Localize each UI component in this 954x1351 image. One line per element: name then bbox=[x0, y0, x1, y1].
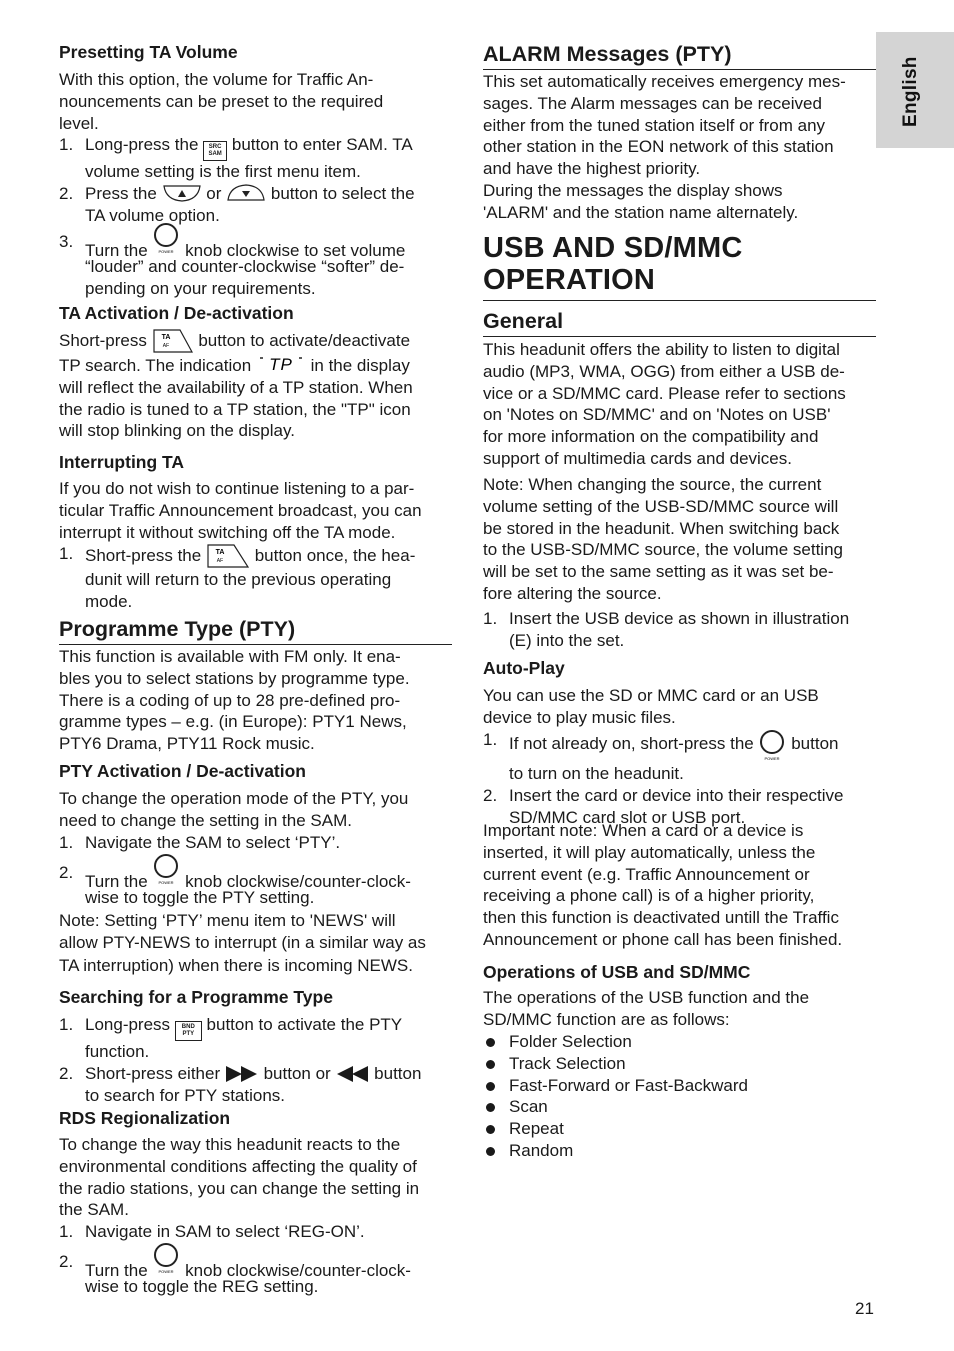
pty-note bbox=[59, 910, 452, 977]
pty-body bbox=[59, 646, 452, 755]
rds-steps bbox=[59, 1221, 452, 1243]
step-text: button to select the bbox=[270, 183, 415, 203]
body-text: in the display bbox=[310, 356, 410, 375]
pty-section bbox=[59, 616, 452, 645]
step-text: volume setting is the first menu item. bbox=[85, 162, 361, 181]
operations-body bbox=[483, 987, 876, 1031]
searching-pty-steps bbox=[59, 1014, 452, 1106]
bullet-icon bbox=[486, 1082, 495, 1091]
step-number: 1. bbox=[59, 135, 74, 154]
list-item bbox=[59, 543, 452, 613]
step-text: Navigate in SAM to select ‘REG-ON’. bbox=[85, 1222, 365, 1241]
autoplay-steps bbox=[483, 729, 876, 828]
ta-af-button-icon bbox=[152, 328, 194, 354]
list-item bbox=[483, 1096, 876, 1118]
list-item bbox=[483, 1140, 876, 1162]
general-note bbox=[483, 474, 876, 605]
volume-knob-icon bbox=[152, 853, 180, 887]
list-item bbox=[59, 853, 452, 909]
power-label: POWER bbox=[158, 880, 174, 885]
step-number: 1. bbox=[483, 730, 498, 749]
list-item bbox=[59, 1221, 452, 1243]
key-label: BND PTY bbox=[181, 1024, 195, 1037]
step-number: 2. bbox=[59, 1063, 74, 1083]
rds-section bbox=[59, 1107, 452, 1129]
list-item-text: Scan bbox=[509, 1097, 548, 1117]
autoplay-important bbox=[483, 820, 876, 951]
step-text: Insert the card or device into their respective SD/MMC card slot or USB port. bbox=[509, 785, 844, 827]
fast-forward-button-icon bbox=[225, 1065, 259, 1083]
svg-text:TA: TA bbox=[215, 549, 225, 556]
step-text: “louder” and counter-clockwise “softer” de- bbox=[85, 257, 405, 276]
step-text: Turn the bbox=[85, 241, 148, 260]
step-text: button bbox=[374, 1063, 422, 1083]
body-text: If you do not wish to continue listening to a par- ticular Traffic Announcement broadcast, you can interrupt it without switching off the TA mode. bbox=[59, 479, 422, 542]
pty-activation-steps bbox=[59, 832, 452, 854]
step-text: wise to toggle the REG setting. bbox=[85, 1277, 319, 1296]
step-text: to turn on the headunit. bbox=[509, 764, 684, 783]
autoplay-section bbox=[483, 657, 876, 679]
step-text: Insert the USB device as shown in illustration (E) into the set. bbox=[509, 609, 850, 650]
presetting-ta-section bbox=[59, 41, 452, 63]
section-heading: RDS Regionalization bbox=[59, 1108, 231, 1128]
power-label: POWER bbox=[764, 756, 781, 761]
alarm-body bbox=[483, 71, 876, 224]
step-text: Press the bbox=[85, 183, 157, 203]
tp-indicator-icon bbox=[256, 355, 306, 373]
body-text: This headunit offers the ability to listen to digital audio (MP3, WMA, OGG) from either a USB de- vice or a SD/MMC card. Please refer to sections on 'Notes on SD/MMC' and on 'Notes on USB' for more information on the compatibility and support of multimedia cards and devices. bbox=[483, 340, 846, 468]
section-heading: Programme Type (PTY) bbox=[59, 617, 296, 641]
down-arrow-button-icon bbox=[226, 183, 266, 203]
step-text: button or bbox=[263, 1063, 331, 1083]
body-text: Note: When changing the source, the current volume setting of the USB-SD/MMC source will be stored in the headunit. When switching back to the USB-SD/MMC source, the volume setting will be set to the same setting as it was set be- fore altering the source. bbox=[483, 475, 843, 603]
body-text: will reflect the availability of a TP station. When the radio is tuned to a TP station, the "TP" icon will stop blinking on the display. bbox=[59, 377, 413, 441]
list-item bbox=[483, 1031, 876, 1053]
step-text: pending on your requirements. bbox=[85, 278, 316, 298]
step-number: 2. bbox=[59, 183, 74, 203]
bullet-icon bbox=[486, 1125, 495, 1134]
step-text: button to activate the PTY bbox=[206, 1015, 403, 1034]
bullet-icon bbox=[486, 1060, 495, 1069]
body-text: Short-press bbox=[59, 331, 147, 350]
step-text: If not already on, short-press the bbox=[509, 734, 754, 753]
presetting-ta-intro: With this option, the volume for Traffic An- nouncements can be preset to the required level. bbox=[59, 70, 384, 133]
list-item bbox=[483, 1053, 876, 1075]
step-text: wise to toggle the PTY setting. bbox=[85, 888, 315, 907]
list-item bbox=[59, 222, 452, 300]
presetting-ta-intro-block bbox=[59, 69, 452, 134]
list-item bbox=[59, 1014, 452, 1063]
svg-text:TP: TP bbox=[269, 355, 293, 373]
interrupting-ta-body bbox=[59, 478, 452, 543]
up-arrow-button-icon bbox=[162, 183, 202, 203]
power-label: POWER bbox=[158, 1269, 174, 1274]
step-text: Short-press either bbox=[85, 1063, 221, 1083]
list-item bbox=[59, 134, 452, 183]
body-text: This function is available with FM only. It ena- bles you to select stations by programme type. There is a coding of up to 28 pre-defined pro- gramme types – e.g. (in Europe): PTY1 News, PTY6 Drama, PTY11 Rock music. bbox=[59, 647, 410, 754]
general-section bbox=[483, 308, 876, 337]
operations-list bbox=[483, 1031, 876, 1162]
pty-activation-section bbox=[59, 760, 452, 782]
svg-text:TA: TA bbox=[161, 334, 171, 341]
autoplay-body bbox=[483, 685, 876, 729]
list-item bbox=[483, 1075, 876, 1097]
step-text: to search for PTY stations. bbox=[85, 1085, 285, 1105]
section-heading: Operations of USB and SD/MMC bbox=[483, 962, 751, 982]
list-item-text: Fast-Forward or Fast-Backward bbox=[509, 1075, 748, 1095]
section-heading: Interrupting TA bbox=[59, 452, 185, 472]
interrupting-ta-section bbox=[59, 451, 452, 473]
language-tab-label: English bbox=[900, 56, 921, 127]
list-item bbox=[59, 1242, 452, 1298]
language-tab bbox=[876, 32, 954, 148]
step-text: Turn the bbox=[85, 872, 148, 891]
ta-activation-body bbox=[59, 328, 452, 442]
step-text: Long-press bbox=[85, 1015, 171, 1034]
section-heading: Presetting TA Volume bbox=[59, 42, 238, 62]
body-text: To change the way this headunit reacts to the environmental conditions affecting the quality of the radio stations, you can change the setting in the SAM. bbox=[59, 1135, 420, 1220]
list-item-text: Track Selection bbox=[509, 1053, 626, 1073]
chapter-title: USB AND SD/MMC OPERATION bbox=[483, 232, 743, 296]
step-number: 1. bbox=[483, 609, 498, 628]
pty-activation-step2 bbox=[59, 853, 452, 909]
bullet-icon bbox=[486, 1038, 495, 1047]
bullet-icon bbox=[486, 1103, 495, 1112]
rewind-button-icon bbox=[335, 1065, 369, 1083]
list-item bbox=[483, 608, 876, 652]
power-label: POWER bbox=[158, 249, 174, 254]
list-item bbox=[59, 1063, 452, 1107]
step-text: button bbox=[791, 734, 839, 753]
body-text: You can use the SD or MMC card or an USB device to play music files. bbox=[483, 686, 819, 727]
step-number: 2. bbox=[59, 1252, 74, 1271]
bullet-icon bbox=[486, 1147, 495, 1156]
section-heading: ALARM Messages (PTY) bbox=[483, 42, 732, 66]
step-text: mode. bbox=[85, 591, 133, 611]
list-item bbox=[483, 1118, 876, 1140]
src-sam-button-icon: SRC SAM bbox=[203, 141, 227, 161]
ta-af-button-icon bbox=[206, 543, 250, 569]
rds-body bbox=[59, 1134, 452, 1221]
presetting-ta-steps bbox=[59, 134, 452, 226]
interrupting-ta-steps bbox=[59, 543, 452, 613]
step-number: 2. bbox=[59, 863, 74, 882]
step-text: knob clockwise to set volume bbox=[185, 241, 406, 260]
presetting-ta-step3 bbox=[59, 222, 452, 300]
svg-text:AF: AF bbox=[162, 343, 169, 349]
step-text: or bbox=[206, 183, 222, 203]
step-text: Navigate the SAM to select ‘PTY’. bbox=[85, 833, 341, 852]
section-heading: PTY Activation / De-activation bbox=[59, 761, 306, 781]
step-text: Short-press the bbox=[85, 546, 202, 565]
step-number: 1. bbox=[59, 1015, 74, 1034]
list-item-text: Random bbox=[509, 1140, 574, 1160]
svg-text:AF: AF bbox=[216, 558, 224, 564]
body-text: Note: Setting ‘PTY’ menu item to 'NEWS' will allow PTY-NEWS to interrupt (in a similar way as TA interruption) when there is incoming NEWS. bbox=[59, 911, 426, 975]
section-heading: TA Activation / De-activation bbox=[59, 303, 294, 323]
step-text: function. bbox=[85, 1042, 150, 1061]
alarm-section bbox=[483, 41, 876, 70]
list-item-text: Repeat bbox=[509, 1119, 564, 1139]
list-item bbox=[483, 729, 876, 785]
rds-step2 bbox=[59, 1242, 452, 1298]
page-number: 21 bbox=[855, 1299, 874, 1318]
body-text: The operations of the USB function and the SD/MMC function are as follows: bbox=[483, 988, 810, 1029]
body-text: This set automatically receives emergency mes- sages. The Alarm messages can be received either from the tuned station itself or from any other station in the EON network of this station and have the highest priority. During the messages the display shows 'ALARM' and the station name alternately. bbox=[483, 72, 846, 222]
general-steps bbox=[483, 608, 876, 652]
step-text: TA volume option. bbox=[85, 205, 220, 225]
step-text: Turn the bbox=[85, 1261, 148, 1280]
operations-section bbox=[483, 961, 876, 983]
step-text: knob clockwise/counter-clock- bbox=[185, 1261, 411, 1280]
volume-knob-icon bbox=[152, 1242, 180, 1276]
list-item bbox=[59, 183, 452, 227]
list-item-text: Folder Selection bbox=[509, 1032, 632, 1051]
section-heading: General bbox=[483, 309, 564, 333]
body-text: Important note: When a card or a device is inserted, it will play automatically, unless the current event (e.g. Traffic Announcement or receiving a phone call) is of a higher priority, then this function is deactivated untill the Traffic Announcement or phone call has been finished. bbox=[483, 821, 843, 949]
section-heading: Auto-Play bbox=[483, 658, 565, 678]
step-text: button to enter SAM. TA bbox=[231, 135, 413, 154]
step-number: 1. bbox=[59, 1222, 74, 1241]
step-text: dunit will return to the previous operating bbox=[85, 570, 392, 589]
power-button-icon bbox=[758, 729, 786, 763]
step-text: button once, the hea- bbox=[254, 546, 416, 565]
general-body bbox=[483, 339, 876, 470]
section-heading: Searching for a Programme Type bbox=[59, 987, 333, 1007]
step-text: Long-press the bbox=[85, 135, 199, 154]
step-number: 3. bbox=[59, 232, 74, 251]
usb-title-block bbox=[483, 232, 876, 301]
step-number: 2. bbox=[483, 785, 498, 805]
list-item bbox=[59, 832, 452, 854]
body-text: TP search. The indication bbox=[59, 356, 252, 375]
body-text: button to activate/deactivate bbox=[198, 331, 411, 350]
ta-activation-section bbox=[59, 302, 452, 324]
step-number: 1. bbox=[59, 833, 74, 852]
pty-activation-body bbox=[59, 788, 452, 832]
step-text: knob clockwise/counter-clock- bbox=[185, 872, 411, 891]
bnd-pty-button-icon bbox=[175, 1021, 202, 1041]
volume-knob-icon bbox=[152, 222, 180, 256]
searching-pty-section bbox=[59, 986, 452, 1008]
step-number: 1. bbox=[59, 544, 74, 563]
body-text: To change the operation mode of the PTY, you need to change the setting in the SAM. bbox=[59, 789, 409, 830]
